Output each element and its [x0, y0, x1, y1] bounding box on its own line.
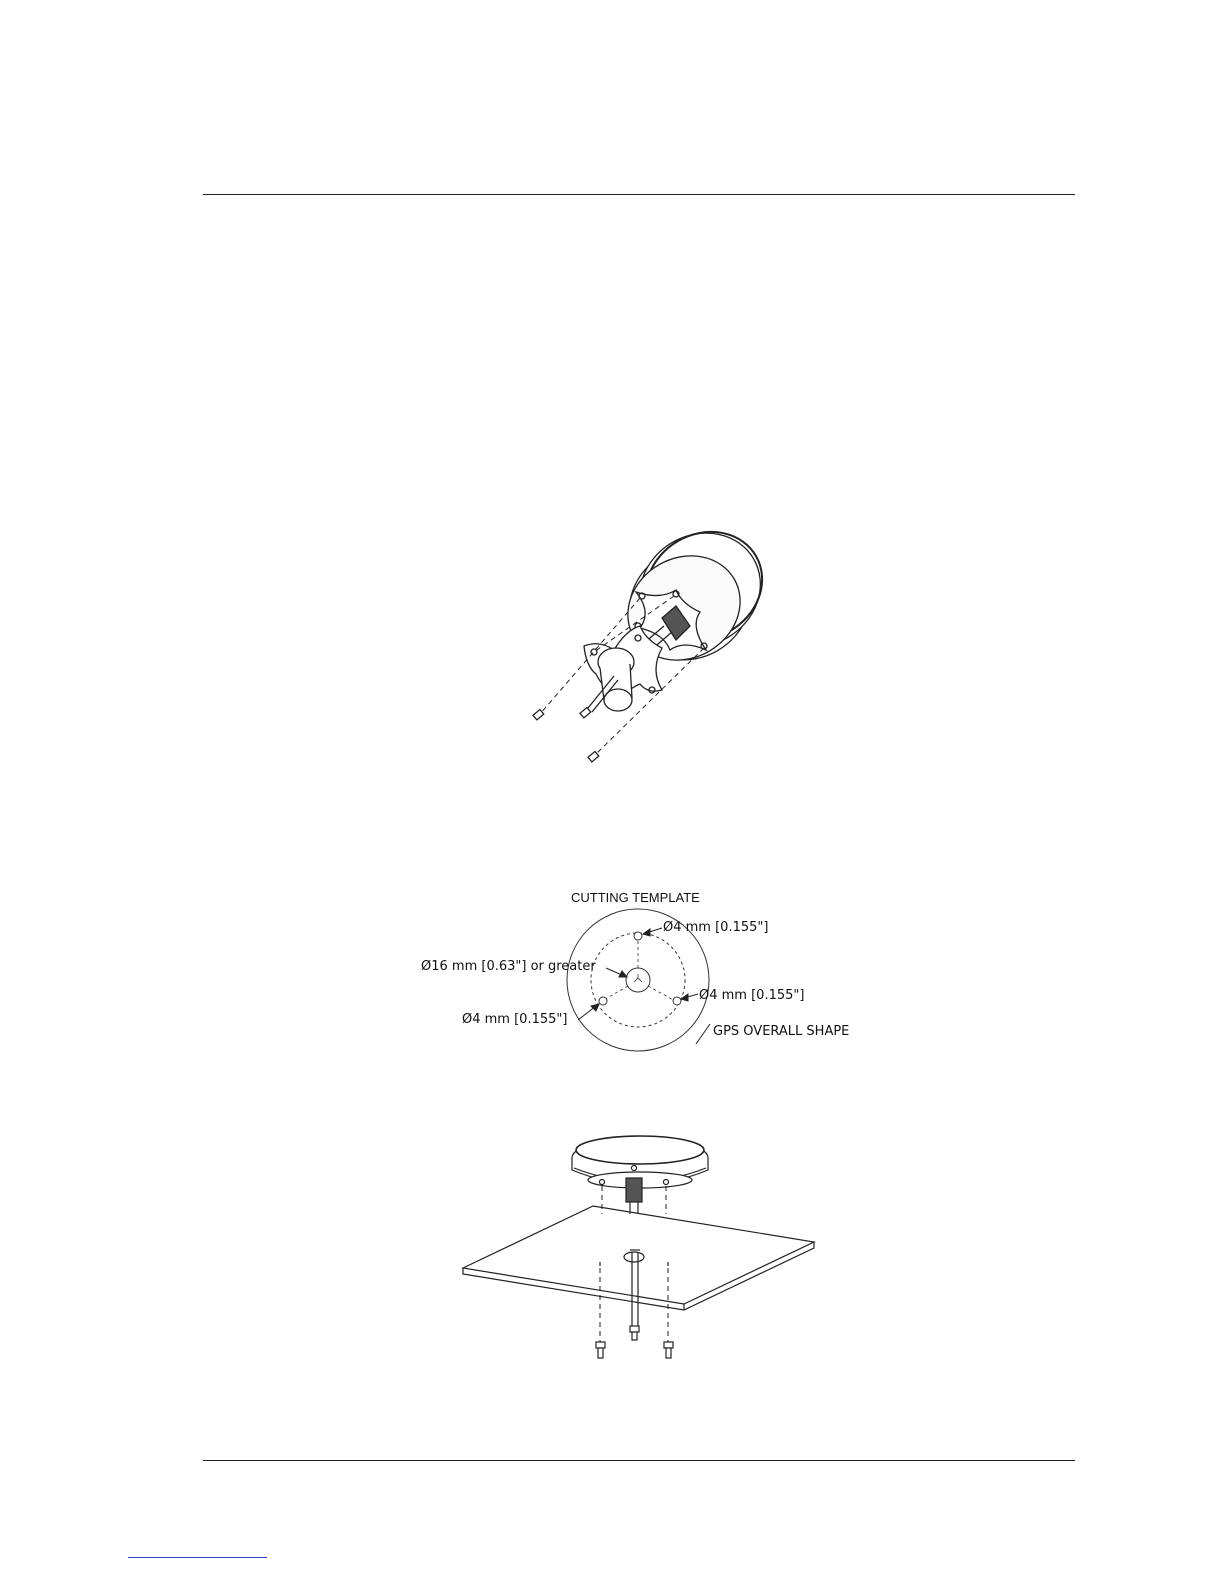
cutting-template-diagram	[421, 890, 849, 1051]
pole-mount-illustration	[533, 511, 782, 762]
label-center-hole: Ø16 mm [0.63"] or greater	[421, 959, 596, 974]
label-outline: GPS OVERALL SHAPE	[713, 1024, 850, 1039]
label-hole-top: Ø4 mm [0.155"]	[663, 920, 769, 935]
label-hole-right: Ø4 mm [0.155"]	[699, 988, 805, 1003]
template-title: CUTTING TEMPLATE	[571, 890, 700, 905]
surface-mount-illustration	[463, 1136, 814, 1358]
label-hole-left: Ø4 mm [0.155"]	[462, 1012, 568, 1027]
